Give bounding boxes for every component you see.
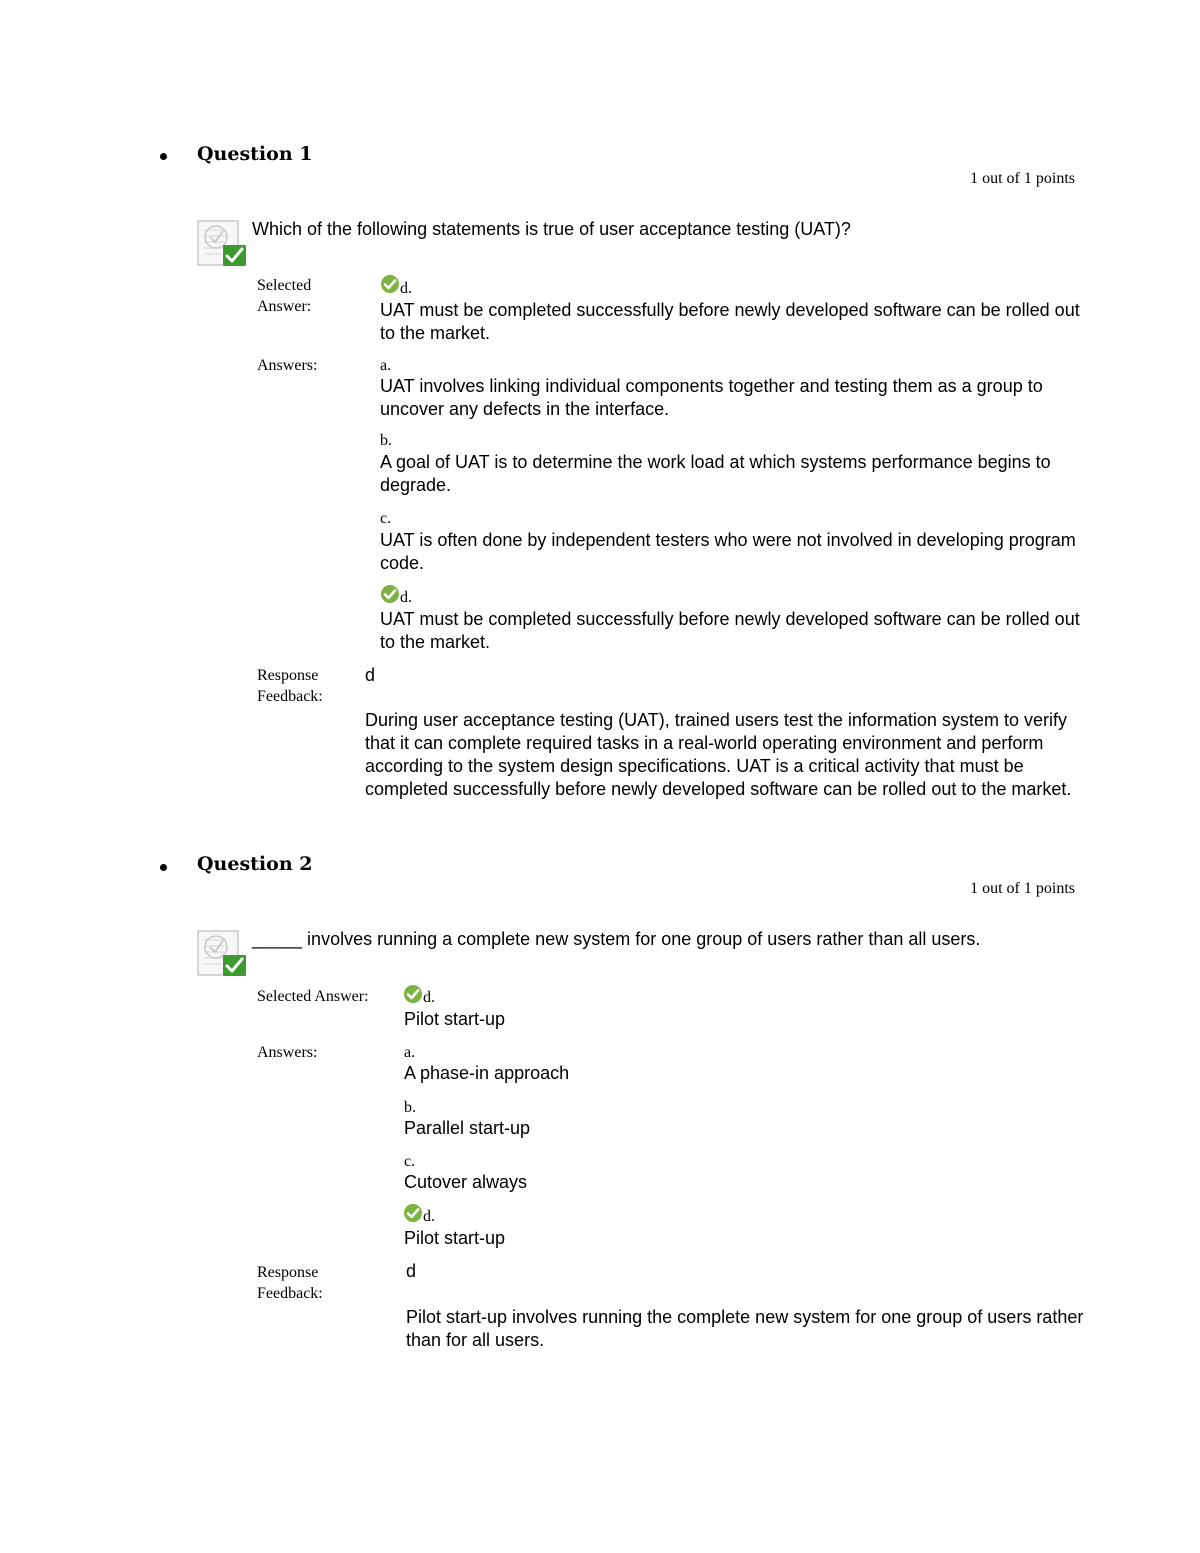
- response-feedback-label: Response Feedback:: [257, 667, 323, 705]
- selected-answer-label: Selected Answer:: [257, 277, 312, 315]
- selected-answer-text: Pilot start-up: [404, 1009, 506, 1029]
- answer-letter: c.: [380, 510, 392, 527]
- answer-letter: c.: [404, 1153, 416, 1170]
- question-text: _____ involves running a complete new system for one group of users rather than all users.: [252, 929, 981, 949]
- response-feedback-label: Response Feedback:: [257, 1264, 323, 1302]
- correct-question-icon: [196, 928, 248, 978]
- answer-letter: b.: [404, 1099, 416, 1116]
- selected-answer-label: Selected Answer:: [257, 988, 369, 1005]
- question-title: Question 2: [197, 853, 313, 875]
- correct-check-icon: [403, 1203, 423, 1223]
- selected-answer-text: UAT must be completed successfully before newly developed software can be rolled out to the market.: [380, 300, 1080, 343]
- question-title: Question 1: [197, 143, 313, 165]
- answer-option-text: UAT is often done by independent testers who were not involved in developing program code.: [380, 530, 1076, 573]
- answer-option-text: A phase-in approach: [404, 1063, 570, 1083]
- feedback-answer: d: [406, 1261, 417, 1281]
- answer-letter: a.: [404, 1044, 416, 1061]
- correct-check-icon: [380, 274, 400, 294]
- answer-letter: b.: [380, 432, 392, 449]
- answer-option-text: Pilot start-up: [404, 1228, 506, 1248]
- answer-letter: d.: [423, 1208, 435, 1225]
- feedback-answer: d: [365, 665, 376, 685]
- points-score: 1 out of 1 points: [970, 880, 1075, 897]
- correct-question-icon: [196, 218, 248, 268]
- answer-option-text: UAT must be completed successfully before newly developed software can be rolled out to the market.: [380, 609, 1080, 652]
- selected-answer-letter: d.: [423, 989, 435, 1006]
- answer-letter: a.: [380, 357, 392, 374]
- points-score: 1 out of 1 points: [970, 170, 1075, 187]
- answer-option-text: Cutover always: [404, 1172, 528, 1192]
- answer-option-text: Parallel start-up: [404, 1118, 531, 1138]
- correct-check-icon: [380, 584, 400, 604]
- answer-option-text: A goal of UAT is to determine the work load at which systems performance begins to degrade.: [380, 452, 1051, 495]
- bullet-icon: [160, 864, 167, 871]
- selected-answer-letter: d.: [400, 280, 412, 297]
- correct-check-icon: [403, 984, 423, 1004]
- question-text: Which of the following statements is true of user acceptance testing (UAT)?: [252, 219, 851, 239]
- answer-letter: d.: [400, 589, 412, 606]
- answers-label: Answers:: [257, 1044, 318, 1061]
- feedback-text: During user acceptance testing (UAT), trained users test the information system to verify that it can complete required tasks in a real-world operating environment and perform according to the system design specifications. UAT is a critical activity that must be completed successfully before newly developed software can be rolled out to the market.: [365, 710, 1072, 799]
- feedback-text: Pilot start-up involves running the complete new system for one group of users rather than for all users.: [406, 1307, 1084, 1350]
- answers-label: Answers:: [257, 357, 318, 374]
- bullet-icon: [160, 153, 167, 160]
- answer-option-text: UAT involves linking individual components together and testing them as a group to uncover any defects in the interface.: [380, 376, 1043, 419]
